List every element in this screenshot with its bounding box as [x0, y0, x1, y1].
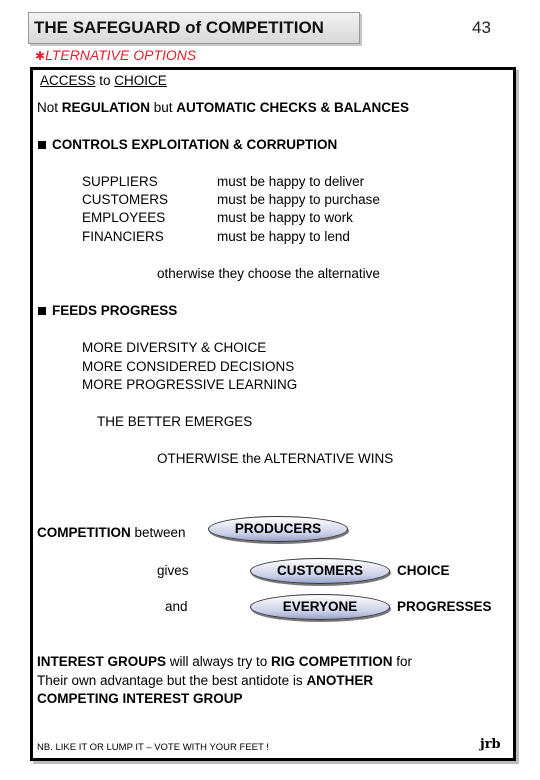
asterisk-icon: ✱	[35, 49, 46, 63]
producers-oval: PRODUCERS	[208, 516, 348, 542]
between-word: between	[130, 525, 186, 540]
alternative-wins: OTHERWISE the ALTERNATIVE WINS	[157, 451, 394, 466]
subtitle-text: LTERNATIVE OPTIONS	[45, 47, 197, 63]
progresses-label: PROGRESSES	[397, 599, 492, 614]
closing-line-2	[37, 673, 373, 689]
progress-item: MORE DIVERSITY & CHOICE	[82, 340, 267, 355]
to-word: to	[95, 73, 115, 88]
rig-word: RIG COMPETITION	[271, 654, 393, 669]
checks-word: AUTOMATIC CHECKS & BALANCES	[176, 100, 410, 115]
better-emerges: THE BETTER EMERGES	[97, 414, 253, 429]
square-bullet-icon	[38, 307, 46, 315]
controls-heading: CONTROLS EXPLOITATION & CORRUPTION	[52, 137, 338, 152]
role-item: SUPPLIERS	[82, 174, 158, 189]
not-word: Not	[37, 100, 62, 115]
closing-line-3: COMPETING INTEREST GROUP	[37, 691, 243, 706]
for-word: for	[392, 654, 413, 669]
and-label: and	[165, 599, 188, 614]
antidote-text: Their own advantage but the best antidote is	[37, 673, 307, 688]
competition-between	[37, 525, 186, 541]
access-word: ACCESS	[40, 73, 96, 88]
role-item: FINANCIERS	[82, 229, 164, 244]
choice-label: CHOICE	[397, 563, 450, 578]
square-bullet-icon	[38, 141, 46, 149]
progress-item: MORE CONSIDERED DECISIONS	[82, 359, 295, 374]
condition-item: must be happy to purchase	[217, 192, 380, 207]
will-try-text: will always try to	[166, 654, 272, 669]
signature: jrb	[480, 737, 501, 752]
footer-note: NB. LIKE IT OR LUMP IT – VOTE WITH YOUR FEET !	[37, 742, 269, 753]
gives-label: gives	[157, 563, 189, 578]
condition-item: must be happy to lend	[217, 229, 350, 244]
regulation-line	[37, 100, 409, 116]
competition-word: COMPETITION	[37, 525, 131, 540]
section-subtitle	[35, 47, 196, 63]
page-number: 43	[472, 18, 491, 37]
alternative-note: otherwise they choose the alternative	[157, 266, 380, 281]
role-item: EMPLOYEES	[82, 210, 166, 225]
access-line	[40, 73, 167, 89]
customers-oval: CUSTOMERS	[250, 558, 390, 584]
progress-item: MORE PROGRESSIVE LEARNING	[82, 377, 298, 392]
interest-groups-word: INTEREST GROUPS	[37, 654, 167, 669]
closing-line-1	[37, 654, 412, 670]
another-word: ANOTHER	[306, 673, 374, 688]
condition-item: must be happy to work	[217, 210, 353, 225]
page-title: THE SAFEGUARD of COMPETITION	[34, 18, 324, 37]
condition-item: must be happy to deliver	[217, 174, 365, 189]
regulation-word: REGULATION	[61, 100, 151, 115]
but-word: but	[150, 100, 177, 115]
progress-heading: FEEDS PROGRESS	[52, 303, 178, 318]
role-item: CUSTOMERS	[82, 192, 169, 207]
everyone-oval: EVERYONE	[250, 594, 390, 620]
choice-word: CHOICE	[114, 73, 167, 88]
